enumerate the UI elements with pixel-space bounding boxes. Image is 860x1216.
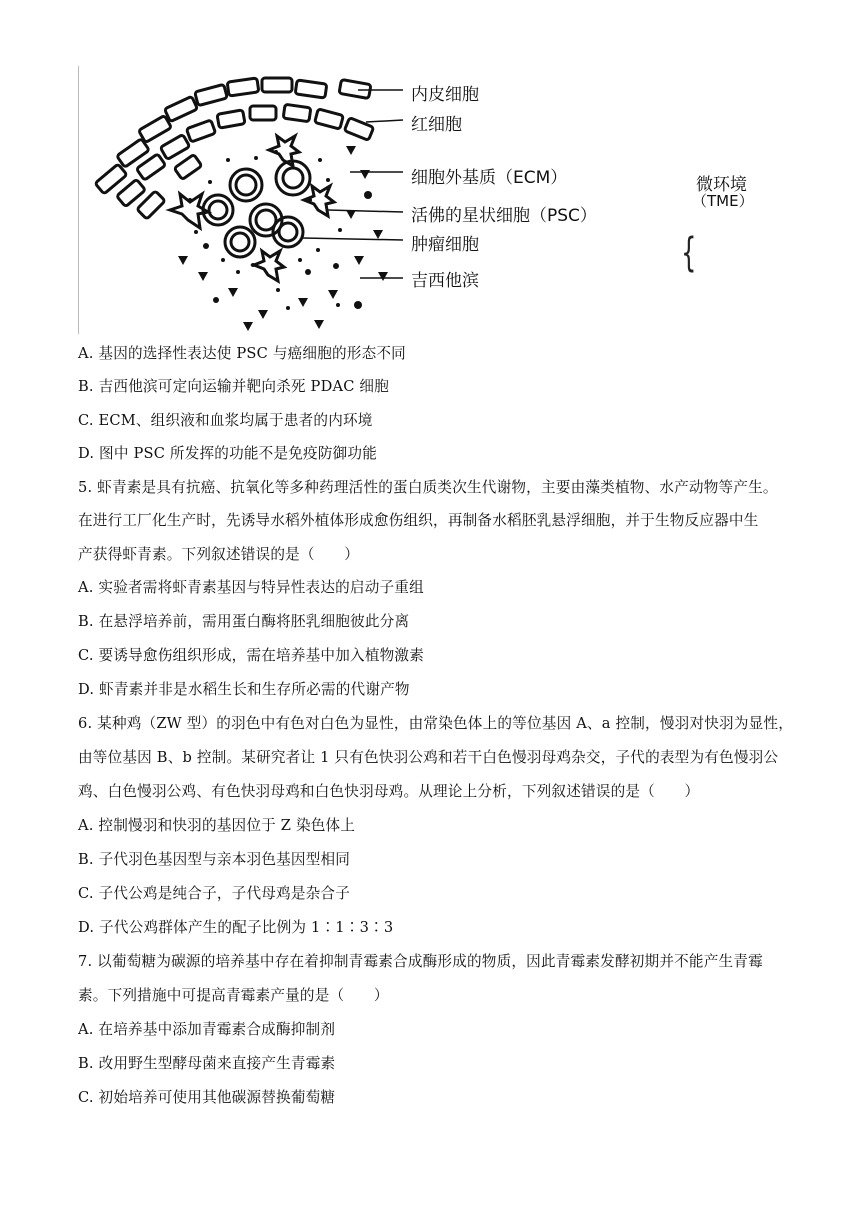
tumor-microenvironment-diagram (78, 60, 754, 335)
tissue-illustration (78, 60, 678, 335)
q4-option-d: D. 图中 PSC 所发挥的功能不是免疫防御功能 (78, 445, 378, 462)
label-endothelial-cells: 内皮细胞 (411, 85, 479, 105)
q5-option-a: A. 实验者需将虾青素基因与特异性表达的启动子重组 (78, 579, 424, 596)
label-tme-cn: 微环境 (696, 175, 747, 195)
q7-option-c: C. 初始培养可使用其他碳源替换葡萄糖 (78, 1089, 336, 1106)
q7-option-b: B. 改用野生型酵母菌来直接产生青霉素 (78, 1055, 336, 1072)
q6-stem-line-2: 由等位基因 B、b 控制。某研究者让 1 只有色快羽公鸡和若干白色慢羽母鸡杂交，子代的表型为有色慢羽公 (78, 749, 779, 766)
q5-option-d: D. 虾青素并非是水稻生长和生存所必需的代谢产物 (78, 681, 410, 698)
label-red-blood-cells: 红细胞 (411, 115, 462, 135)
q4-option-a: A. 基因的选择性表达使 PSC 与癌细胞的形态不同 (78, 345, 406, 362)
label-ecm: 细胞外基质（ECM） (411, 168, 568, 188)
q5-option-b: B. 在悬浮培养前，需用蛋白酶将胚乳细胞彼此分离 (78, 613, 410, 630)
label-tumor-cells: 肿瘤细胞 (411, 235, 479, 255)
q4-option-b: B. 吉西他滨可定向运输并靶向杀死 PDAC 细胞 (78, 378, 390, 395)
q5-stem-line-2: 在进行工厂化生产时，先诱导水稻外植体形成愈伤组织，再制备水稻胚乳悬浮细胞，并于生物反应器中生 (78, 512, 759, 529)
q5-stem-line-3: 产获得虾青素。下列叙述错误的是（ ） (78, 546, 360, 563)
q7-stem-line-2: 素。下列措施中可提高青霉素产量的是（ ） (78, 987, 389, 1004)
q5-stem-line-1: 5. 虾青素是具有抗癌、抗氧化等多种药理活性的蛋白质类次生代谢物，主要由藻类植物、水产动物等产生。 (78, 479, 778, 496)
q5-option-c: C. 要诱导愈伤组织形成，需在培养基中加入植物激素 (78, 647, 424, 664)
q7-stem-line-1: 7. 以葡萄糖为碳源的培养基中存在着抑制青霉素合成酶形成的物质，因此青霉素发酵初期并不能产生青霉 (78, 953, 763, 970)
q6-option-b: B. 子代羽色基因型与亲本羽色基因型相同 (78, 851, 351, 868)
q6-option-d: D. 子代公鸡群体产生的配子比例为 1∶1∶3∶3 (78, 919, 394, 936)
brace-icon: { (681, 230, 697, 276)
label-gemcitabine: 吉西他滨 (411, 271, 479, 291)
q4-option-c: C. ECM、组织液和血浆均属于患者的内环境 (78, 412, 373, 429)
q7-option-a: A. 在培养基中添加青霉素合成酶抑制剂 (78, 1021, 336, 1038)
q6-option-c: C. 子代公鸡是纯合子，子代母鸡是杂合子 (78, 885, 351, 902)
label-psc: 活佛的星状细胞（PSC） (411, 206, 597, 226)
q6-option-a: A. 控制慢羽和快羽的基因位于 Z 染色体上 (78, 817, 356, 834)
label-tme-en: （TME） (692, 192, 754, 210)
q6-stem-line-1: 6. 某种鸡（ZW 型）的羽色中有色对白色为显性，由常染色体上的等位基因 A、a 控制，慢羽对快羽为显性， (78, 715, 793, 732)
q6-stem-line-3: 鸡、白色慢羽公鸡、有色快羽母鸡和白色快羽母鸡。从理论上分析，下列叙述错误的是（ ） (78, 783, 700, 800)
